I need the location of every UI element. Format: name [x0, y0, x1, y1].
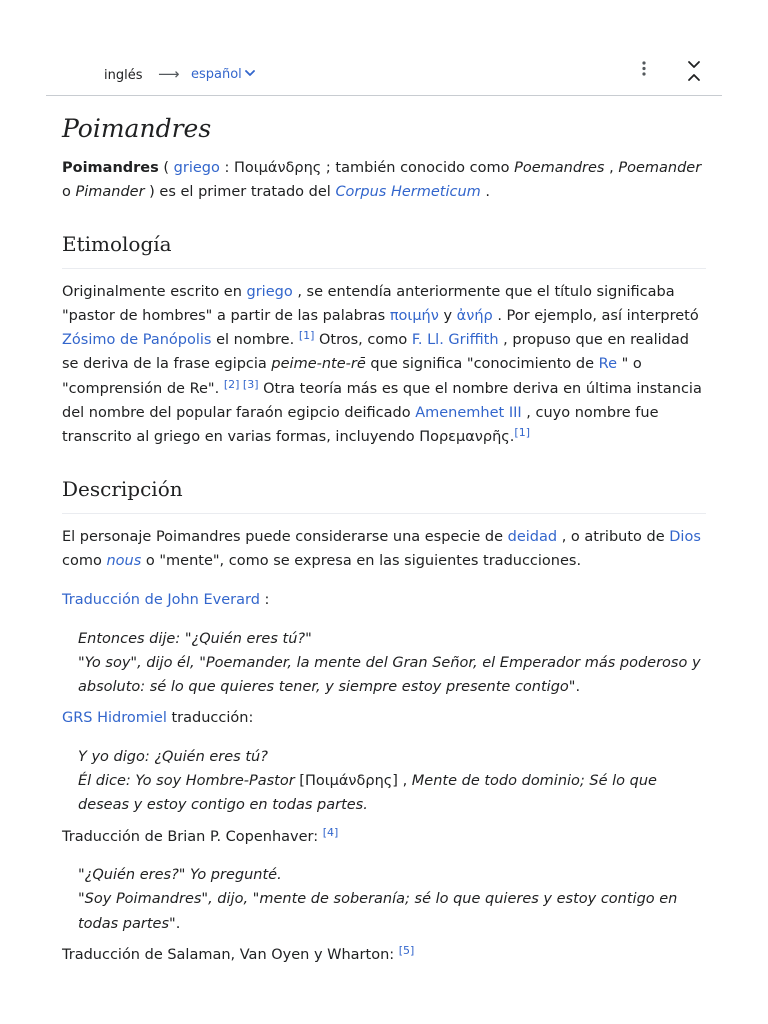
desc-text: Traducción de Salaman, Van Oyen y Wharton: — [62, 946, 399, 963]
link-aner[interactable]: ἀνήρ — [456, 307, 493, 324]
quote-text: [Ποιμάνδρης] , — [294, 773, 412, 790]
etym-text: que significa "conocimiento de — [365, 356, 599, 373]
quote-line: "Yo soy", dijo él, "Poemander, la mente del Gran Señor, el Emperador más poderoso y absoluto: sé lo que quieres tener, y siempre estoy presente contigo — [78, 654, 701, 696]
desc-text: : — [259, 592, 270, 609]
link-corpus-label: Corpus Hermeticum — [335, 184, 481, 201]
salaman-intro — [62, 943, 706, 967]
etym-text: Otra teoría más es que el nombre deriva en última instancia del nombre del popular faraón egipcio deificado — [62, 380, 702, 422]
etym-text: , cuyo nombre fue transcrito al griego en varias formas, incluyendo Πορεμανρῆς. — [62, 405, 659, 446]
link-nous[interactable] — [106, 553, 141, 569]
desc-text: El personaje Poimandres puede considerarse una especie de — [62, 528, 508, 545]
ref-4[interactable]: [4] — [322, 825, 339, 839]
lead-text: , — [604, 160, 619, 176]
grs-quote — [62, 745, 706, 818]
etymology-paragraph — [62, 280, 706, 450]
link-dios[interactable]: Dios — [669, 528, 701, 545]
lead-text: ( — [158, 160, 174, 176]
chevron-down-icon — [244, 67, 256, 79]
link-deidad[interactable]: deidad — [507, 528, 558, 545]
arrow-right-icon: ⟶ — [158, 65, 180, 83]
collapse-icon — [680, 56, 708, 88]
lead-text: : Ποιμάνδρης ; también conocido como — [219, 160, 515, 176]
ref-3[interactable]: [3] — [242, 377, 259, 391]
link-amenemhet[interactable]: Amenemhet III — [415, 405, 522, 422]
copenhaver-quote — [62, 863, 706, 936]
language-bar — [46, 52, 722, 96]
link-poimen[interactable]: ποιμήν — [389, 307, 439, 324]
desc-text: como — [62, 552, 107, 569]
target-language-label: español — [191, 67, 242, 82]
lead-alt-name: Poemandres — [514, 160, 605, 176]
grs-intro — [62, 706, 706, 730]
etym-text: el nombre. — [211, 332, 299, 349]
link-zosimo[interactable]: Zósimo de Panópolis — [62, 332, 212, 349]
link-griego-2[interactable]: griego — [246, 283, 293, 300]
lead-alt-name: Pimander — [75, 184, 145, 201]
quote-line: Mente de todo dominio; Sé lo que deseas y estoy contigo en todas partes. — [78, 773, 657, 814]
article-content — [62, 112, 706, 967]
quote-line: ¿Quién eres? — [84, 866, 179, 883]
copenhaver-intro — [62, 825, 706, 849]
lead-bold-name: Poimandres — [62, 160, 159, 176]
target-language-selector[interactable] — [191, 67, 256, 82]
lead-alt-name: Poemander — [618, 160, 702, 176]
everard-quote — [62, 627, 706, 700]
egyptian-phrase: peime-nte-rē — [271, 356, 366, 373]
quote-line: Entonces dije: "¿Quién eres tú?" — [78, 630, 312, 647]
quote-text: " — [78, 891, 85, 908]
etym-text: " o "comprensión de Re". — [62, 356, 642, 397]
desc-text: traducción: — [166, 710, 254, 727]
quote-text: ". — [568, 679, 581, 696]
etym-text: , se entendía anteriormente que el título significaba "pastor de hombres" a partir de las palabras — [62, 283, 675, 324]
more-options-button[interactable] — [638, 58, 666, 86]
quote-text: ". — [169, 915, 181, 932]
quote-text: " — [78, 866, 85, 883]
description-paragraph — [62, 525, 706, 574]
ref-1[interactable]: [1] — [298, 329, 315, 343]
link-griffith[interactable]: F. Ll. Griffith — [411, 332, 499, 349]
page-title: Poimandres — [62, 114, 212, 143]
ref-5[interactable]: [5] — [398, 943, 415, 957]
heading-etimologia: Etimología — [62, 230, 706, 269]
link-john-everard[interactable]: Traducción de John Everard — [62, 592, 260, 609]
collapse-button[interactable] — [680, 56, 708, 88]
link-griego[interactable]: griego — [173, 160, 220, 176]
etym-text: Otros, como — [314, 332, 412, 349]
quote-line: " Yo pregunté. — [178, 866, 282, 883]
etym-text: , propuso que en realidad se deriva de la frase egipcia — [62, 332, 689, 373]
everard-intro — [62, 588, 706, 612]
etym-text: . Por ejemplo, así interpretó — [492, 307, 699, 324]
ref-2[interactable]: [2] — [223, 377, 240, 391]
link-re[interactable]: Re — [598, 356, 618, 373]
etym-text: Originalmente escrito en — [62, 283, 247, 300]
etym-text: y — [438, 307, 457, 324]
heading-descripcion: Descripción — [62, 475, 706, 514]
vertical-dots-icon — [638, 58, 666, 86]
lead-text: ) es el primer tratado del — [144, 184, 336, 201]
source-language: inglés — [104, 68, 143, 83]
quote-line: Y yo digo: ¿Quién eres tú? — [78, 748, 268, 765]
quote-line: Él dice: Yo soy Hombre-Pastor — [78, 773, 295, 790]
desc-text: , o atributo de — [557, 528, 670, 545]
desc-text: o "mente", como se expresa en las siguientes traducciones. — [141, 552, 582, 569]
lead-text: o — [62, 184, 76, 201]
lead-text: . — [480, 184, 491, 201]
link-corpus-hermeticum[interactable] — [335, 184, 480, 200]
link-nous-label: nous — [106, 552, 142, 569]
ref-1b[interactable]: [1] — [514, 426, 531, 440]
lead-paragraph — [62, 156, 706, 205]
desc-text: Traducción de Brian P. Copenhaver: — [62, 828, 323, 845]
quote-line: Soy Poimandres", dijo, "mente de soberanía; sé lo que quieres y estoy contigo en todas partes — [78, 891, 678, 932]
link-grs-hidromiel[interactable]: GRS Hidromiel — [62, 710, 167, 727]
